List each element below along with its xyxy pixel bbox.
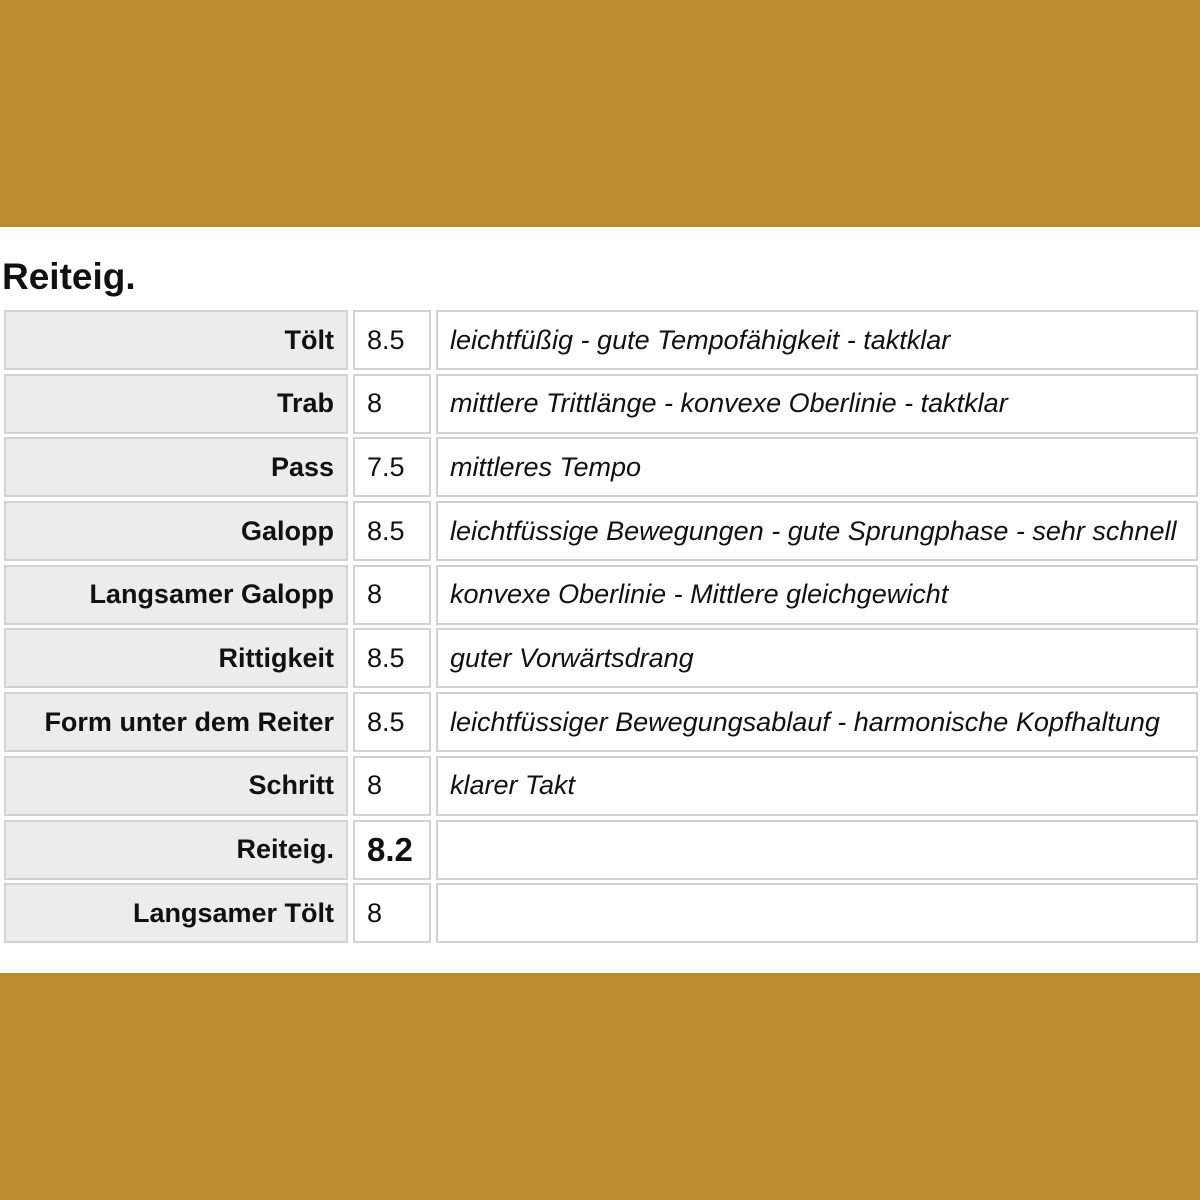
table-row [4, 437, 1198, 497]
row-score: 8 [353, 565, 431, 625]
row-label: Trab [4, 374, 348, 434]
section-title: Reiteig. [2, 256, 136, 297]
table-row [4, 883, 1198, 943]
row-label: Tölt [4, 310, 348, 370]
table-row [4, 565, 1198, 625]
row-label: Langsamer Galopp [4, 565, 348, 625]
row-comment [436, 883, 1198, 943]
row-label: Rittigkeit [4, 628, 348, 688]
row-score: 8.5 [353, 310, 431, 370]
row-score: 7.5 [353, 437, 431, 497]
row-comment [436, 820, 1198, 880]
total-score: 8.2 [353, 820, 431, 880]
row-comment: guter Vorwärtsdrang [436, 628, 1198, 688]
table-row [4, 628, 1198, 688]
row-score: 8.5 [353, 692, 431, 752]
row-comment: leichtfüssiger Bewegungsablauf - harmonische Kopfhaltung [436, 692, 1198, 752]
table-row [4, 374, 1198, 434]
row-score: 8 [353, 374, 431, 434]
scores-panel [0, 227, 1200, 973]
table-row [4, 756, 1198, 816]
scores-table [4, 310, 1198, 947]
row-score: 8.5 [353, 501, 431, 561]
row-label: Form unter dem Reiter [4, 692, 348, 752]
row-comment: mittlere Trittlänge - konvexe Oberlinie - taktklar [436, 374, 1198, 434]
row-label: Reiteig. [4, 820, 348, 880]
row-score: 8 [353, 883, 431, 943]
row-label: Galopp [4, 501, 348, 561]
row-comment: mittleres Tempo [436, 437, 1198, 497]
row-score: 8 [353, 756, 431, 816]
row-comment: klarer Takt [436, 756, 1198, 816]
row-comment: leichtfüssige Bewegungen - gute Sprungphase - sehr schnell [436, 501, 1198, 561]
row-comment: leichtfüßig - gute Tempofähigkeit - taktklar [436, 310, 1198, 370]
table-row-total [4, 820, 1198, 880]
table-row [4, 501, 1198, 561]
row-comment: konvexe Oberlinie - Mittlere gleichgewicht [436, 565, 1198, 625]
row-label: Langsamer Tölt [4, 883, 348, 943]
top-background-band [0, 0, 1200, 227]
bottom-background-band [0, 973, 1200, 1200]
table-row [4, 310, 1198, 370]
row-score: 8.5 [353, 628, 431, 688]
table-row [4, 692, 1198, 752]
row-label: Schritt [4, 756, 348, 816]
row-label: Pass [4, 437, 348, 497]
